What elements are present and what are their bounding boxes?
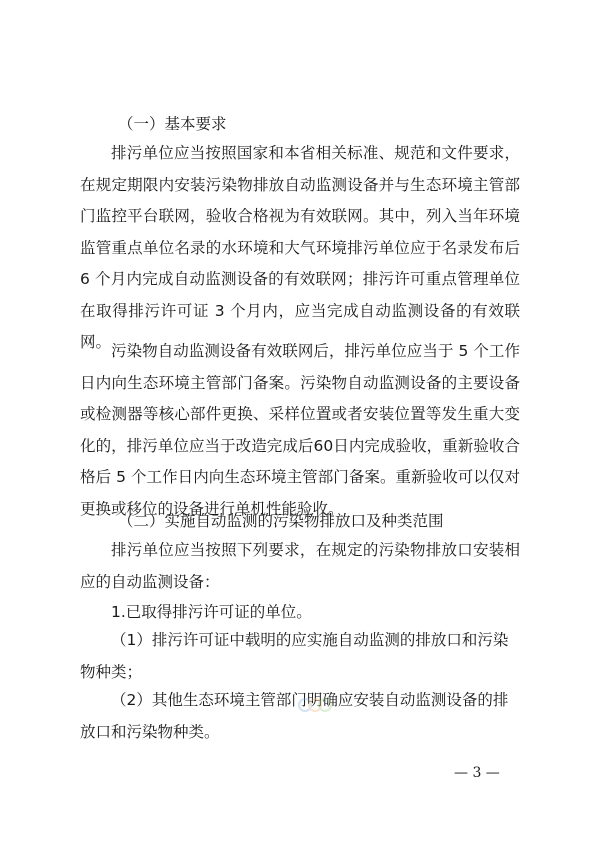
sub-item-2: （2）其他生态环境主管部门明确应安装自动监测设备的排放口和污染物种类。: [80, 691, 509, 741]
page-number: — 3 —: [454, 765, 500, 781]
section1-paragraph-1: 排污单位应当按照国家和本省相关标准、规范和文件要求，在规定期限内安装污染物排放自动监测设备并与生态环境主管部门监控平台联网，验收合格视为有效联网。其中，列入当年环境监管重点单位名录的水环境和大气环境排污单位应于名录发布后 6 个月内完成自动监测设备的有效联网；排污许可重点管理单位在取得排污许可证 3 个月内，应当完成自动监测设备的有效联网。: [80, 144, 520, 351]
list-item-1: 1.已取得排污许可证的单位。: [111, 603, 312, 621]
section2-heading: （二）实施自动监测的污染物排放口及种类范围: [118, 512, 444, 530]
section1-heading: （一）基本要求: [118, 115, 227, 133]
watermark-logo: [298, 695, 332, 715]
section1-paragraph-2: 污染物自动监测设备有效联网后，排污单位应当于 5 个工作日内向生态环境主管部门备案。污染物自动监测设备的主要设备或检测器等核心部件更换、采样位置或者安装位置等发生重大变化的，排污单位应当于改造完成后60日内完成验收，重新验收合格后 5 个工作日内向生态环境主管部门备案。重新验收可以仅对更换或移位的设备进行单机性能验收。: [80, 342, 520, 518]
section2-paragraph-1: 排污单位应当按照下列要求，在规定的污染物排放口安装相应的自动监测设备：: [80, 541, 520, 591]
sub-item-1: （1）排污许可证中载明的应实施自动监测的排放口和污染物种类；: [80, 631, 509, 681]
